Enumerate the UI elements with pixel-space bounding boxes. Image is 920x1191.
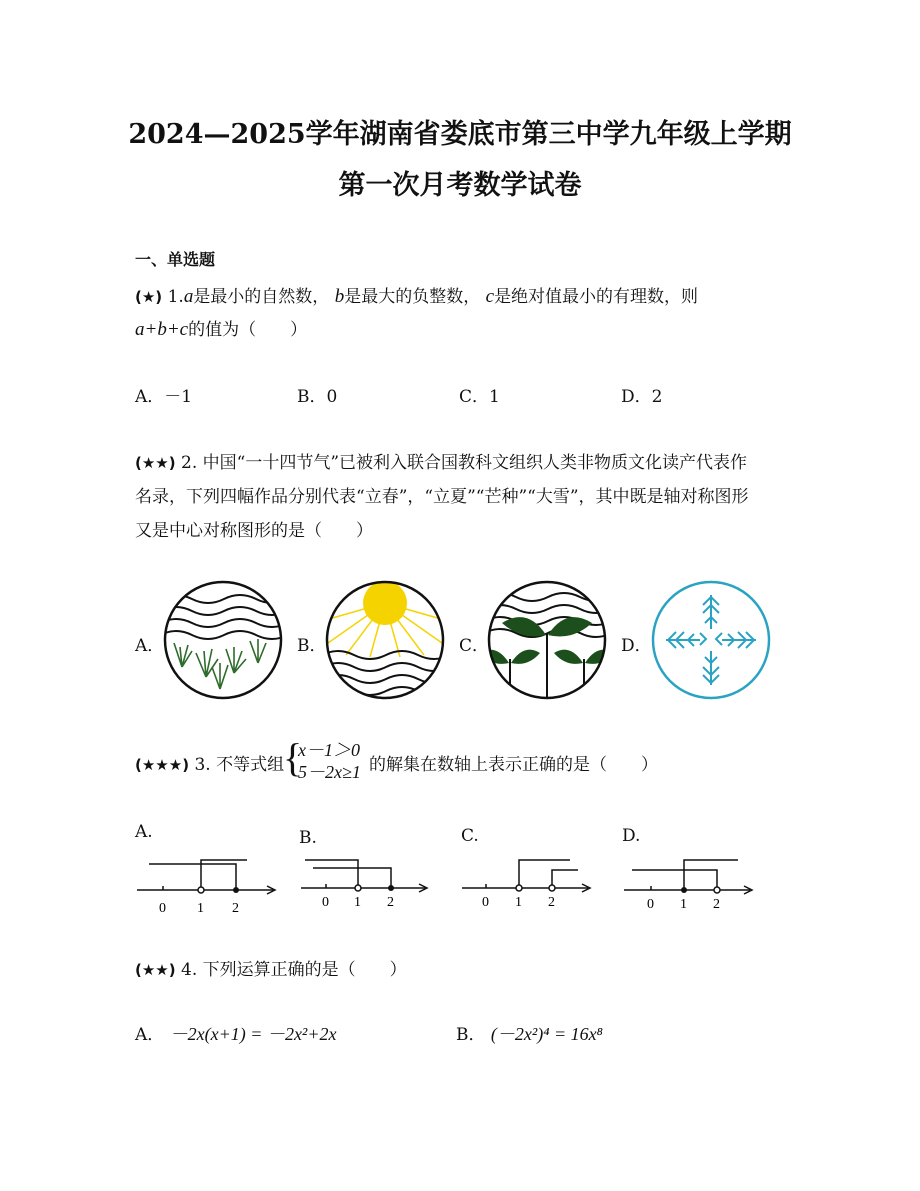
- tick-0: 0: [159, 901, 166, 916]
- q2-option-d-label[interactable]: D．: [621, 636, 652, 656]
- expr-abc: a+b+c: [135, 319, 189, 340]
- q1-text-2: 是最大的负整数，: [344, 287, 481, 307]
- q1-option-d[interactable]: D．2: [621, 387, 663, 407]
- q2-option-b-label[interactable]: B．: [297, 636, 327, 656]
- q1-text-3: 是绝对值最小的有理数，则: [494, 287, 699, 307]
- tick-0: 0: [322, 895, 329, 910]
- question-2-line2: 名录，下列四幅作品分别代表“立春”，“立夏”“芒种”“大雪”，其中既是轴对称图形: [135, 487, 749, 507]
- tick-1: 1: [354, 895, 361, 910]
- difficulty-stars: (★★): [135, 961, 176, 979]
- system-brace: {: [283, 735, 303, 780]
- q4-option-a-label: A．: [135, 1025, 165, 1045]
- difficulty-stars: (★★): [135, 454, 176, 472]
- page-title-line2: 第一次月考数学试卷: [338, 170, 582, 201]
- question-number: 1.: [167, 287, 184, 307]
- question-2-line1: [135, 448, 747, 473]
- tick-2: 2: [548, 895, 555, 910]
- q1-option-c[interactable]: C．1: [459, 387, 500, 407]
- inequality-1: x－1＞0: [298, 740, 360, 760]
- tick-0: 0: [647, 897, 654, 912]
- tick-2: 2: [713, 897, 720, 912]
- number-line-a[interactable]: [135, 850, 285, 920]
- question-1-line1: [135, 282, 698, 308]
- q3-option-a-label[interactable]: A.: [135, 822, 153, 842]
- tick-2: 2: [232, 901, 239, 916]
- question-1-line2: [135, 315, 307, 341]
- q1-text-1: 是最小的自然数，: [193, 287, 330, 307]
- q4-option-b-expr: (－2x²)⁴ = 16x⁸: [490, 1024, 603, 1044]
- difficulty-stars: (★): [135, 288, 163, 306]
- snowflake-icon[interactable]: [648, 577, 774, 703]
- number-line-c[interactable]: [460, 850, 600, 920]
- q2-option-c-label[interactable]: C．: [459, 636, 490, 656]
- inequality-2: 5－2x≥1: [298, 762, 361, 782]
- q3-option-b-label[interactable]: B.: [299, 828, 317, 848]
- q4-option-a[interactable]: [135, 1020, 336, 1046]
- number-line-b[interactable]: [299, 850, 439, 920]
- question-2-line3: 又是中心对称图形的是（ ）: [135, 521, 373, 541]
- q4-option-b[interactable]: [456, 1020, 603, 1046]
- q3-option-d-label[interactable]: D.: [622, 826, 641, 846]
- q1-text-4: 的值为（ ）: [188, 320, 308, 340]
- page-title-line1: 2024—2025学年湖南省娄底市第三中学九年级上学期: [128, 119, 792, 150]
- q1-option-a[interactable]: A．－1: [135, 387, 193, 407]
- question-3-line1: [135, 750, 284, 775]
- summer-sun-icon[interactable]: [322, 577, 448, 703]
- q4-text: 4. 下列运算正确的是（ ）: [181, 960, 407, 980]
- var-b: b: [334, 286, 345, 307]
- tick-2: 2: [387, 895, 394, 910]
- difficulty-stars: (★★★): [135, 756, 190, 774]
- section-heading: 一、单选题: [135, 250, 216, 269]
- question-4-line1: [135, 955, 407, 980]
- q2-text-1: 2. 中国“一十四节气”已被利入联合国教科文组织人类非物质文化读产代表作: [181, 453, 748, 473]
- var-a: a: [183, 286, 194, 307]
- tick-1: 1: [197, 901, 204, 916]
- q4-option-b-label: B．: [456, 1025, 486, 1045]
- grain-sprout-icon[interactable]: [484, 577, 610, 703]
- tick-1: 1: [680, 897, 687, 912]
- number-line-d[interactable]: [622, 850, 762, 920]
- tick-0: 0: [482, 895, 489, 910]
- spring-grass-icon[interactable]: [160, 577, 286, 703]
- tick-1: 1: [515, 895, 522, 910]
- q3-option-c-label[interactable]: C.: [461, 826, 479, 846]
- var-c: c: [485, 286, 495, 307]
- q3-text-prefix: 3. 不等式组: [194, 755, 285, 775]
- q4-option-a-expr: －2x(x+1) = －2x²+2x: [169, 1024, 337, 1044]
- q3-text-suffix: 的解集在数轴上表示正确的是（ ）: [369, 755, 658, 775]
- q2-option-a-label[interactable]: A．: [135, 636, 165, 656]
- q1-option-b[interactable]: B．0: [297, 387, 338, 407]
